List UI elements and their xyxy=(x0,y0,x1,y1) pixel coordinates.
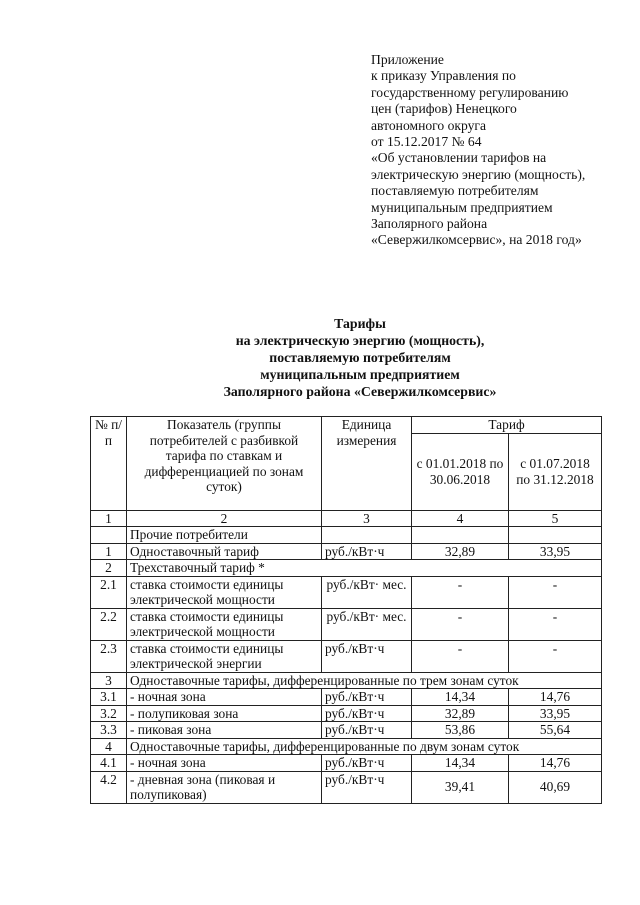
appendix-line: электрическую энергию (мощность), xyxy=(371,166,586,182)
row-name: ставка стоимости единицы электрической мощности xyxy=(127,576,322,608)
table-row xyxy=(91,527,602,544)
table-row xyxy=(91,689,602,706)
row-unit: руб./кВт·ч xyxy=(322,543,412,560)
table-row xyxy=(91,640,602,672)
row-unit: руб./кВт· мес. xyxy=(322,608,412,640)
row-unit: руб./кВт·ч xyxy=(322,722,412,739)
row-name: ставка стоимости единицы электрической мощности xyxy=(127,608,322,640)
row-value-2: 33,95 xyxy=(509,543,602,560)
section-label: Прочие потребители xyxy=(127,527,322,544)
row-value-2: 55,64 xyxy=(509,722,602,739)
appendix-line: от 15.12.2017 № 64 xyxy=(371,134,482,150)
row-value-1: 53,86 xyxy=(412,722,509,739)
table-row xyxy=(91,543,602,560)
appendix-line: «Об установлении тарифов на xyxy=(371,150,547,166)
row-name: Одноставочные тарифы, дифференцированные по двум зонам суток xyxy=(127,738,602,755)
row-name: Одноставочные тарифы, дифференцированные по трем зонам суток xyxy=(127,672,602,689)
row-value-2: 14,76 xyxy=(509,755,602,772)
row-value-1: 39,41 xyxy=(412,771,509,803)
row-value-2: - xyxy=(509,608,602,640)
header-num: № п/п xyxy=(91,417,127,511)
row-name: Трехставочный тариф * xyxy=(127,560,602,577)
table-header-row xyxy=(91,417,602,434)
col-number: 1 xyxy=(91,510,127,527)
table-row xyxy=(91,722,602,739)
row-num: 2.1 xyxy=(91,576,127,608)
row-num: 1 xyxy=(91,543,127,560)
table-row xyxy=(91,608,602,640)
col-number: 5 xyxy=(509,510,602,527)
appendix-line: цен (тарифов) Ненецкого xyxy=(371,101,517,117)
row-num: 4 xyxy=(91,738,127,755)
row-unit: руб./кВт·ч xyxy=(322,771,412,803)
col-number: 3 xyxy=(322,510,412,527)
row-unit: руб./кВт·ч xyxy=(322,689,412,706)
col-number: 4 xyxy=(412,510,509,527)
row-name: - ночная зона xyxy=(127,755,322,772)
title-line: поставляемую потребителям xyxy=(269,350,451,365)
appendix-line: «Севержилкомсервис», на 2018 год» xyxy=(371,232,582,248)
table-row xyxy=(91,771,602,803)
row-value-2: - xyxy=(509,576,602,608)
row-value-1: 14,34 xyxy=(412,689,509,706)
appendix-line: поставляемую потребителям xyxy=(371,183,539,199)
row-value-1: - xyxy=(412,608,509,640)
appendix-block xyxy=(371,52,633,249)
row-unit: руб./кВт· мес. xyxy=(322,576,412,608)
title-heading: Тарифы xyxy=(334,316,386,331)
appendix-line: Заполярного района xyxy=(371,216,488,232)
header-unit: Единица измерения xyxy=(322,417,412,511)
row-unit: руб./кВт·ч xyxy=(322,640,412,672)
row-name: ставка стоимости единицы электрической энергии xyxy=(127,640,322,672)
row-value-2: 33,95 xyxy=(509,705,602,722)
row-name: Одноставочный тариф xyxy=(127,543,322,560)
row-value-1: - xyxy=(412,576,509,608)
table-row xyxy=(91,560,602,577)
title-line: на электрическую энергию (мощность), xyxy=(235,333,485,348)
appendix-line: автономного округа xyxy=(371,117,487,133)
row-value-2: - xyxy=(509,640,602,672)
row-unit: руб./кВт·ч xyxy=(322,755,412,772)
row-value-1: 32,89 xyxy=(412,543,509,560)
row-value-2: 40,69 xyxy=(509,771,602,803)
header-tariff: Тариф xyxy=(412,417,602,434)
appendix-line: муниципальным предприятием xyxy=(371,199,553,215)
row-name: - пиковая зона xyxy=(127,722,322,739)
table-row xyxy=(91,738,602,755)
appendix-line: государственному регулированию xyxy=(371,84,569,100)
row-num: 3 xyxy=(91,672,127,689)
row-num: 2 xyxy=(91,560,127,577)
title-line: муниципальным предприятием xyxy=(260,367,460,382)
row-name: - полупиковая зона xyxy=(127,705,322,722)
row-name: - ночная зона xyxy=(127,689,322,706)
row-num: 2.3 xyxy=(91,640,127,672)
document-title xyxy=(120,315,600,400)
row-value-1: 14,34 xyxy=(412,755,509,772)
table-row xyxy=(91,755,602,772)
table-row xyxy=(91,705,602,722)
row-num: 3.2 xyxy=(91,705,127,722)
table-row xyxy=(91,576,602,608)
row-num: 3.1 xyxy=(91,689,127,706)
header-period-2: с 01.07.2018 по 31.12.2018 xyxy=(509,433,602,510)
row-value-2: 14,76 xyxy=(509,689,602,706)
header-period-1: с 01.01.2018 по 30.06.2018 xyxy=(412,433,509,510)
table-row xyxy=(91,672,602,689)
row-num: 3.3 xyxy=(91,722,127,739)
row-num: 2.2 xyxy=(91,608,127,640)
row-num: 4.1 xyxy=(91,755,127,772)
appendix-line: к приказу Управления по xyxy=(371,68,516,84)
header-indicator: Показатель (группы потребителей с разбивкой тарифа по ставкам и дифференциацией по зонам суток) xyxy=(127,417,322,511)
title-line: Заполярного района «Севержилкомсервис» xyxy=(223,384,497,399)
tariff-table xyxy=(90,416,602,804)
column-numbers-row xyxy=(91,510,602,527)
row-num: 4.2 xyxy=(91,771,127,803)
row-value-1: - xyxy=(412,640,509,672)
row-name: - дневная зона (пиковая и полупиковая) xyxy=(127,771,322,803)
row-unit: руб./кВт·ч xyxy=(322,705,412,722)
col-number: 2 xyxy=(127,510,322,527)
row-value-1: 32,89 xyxy=(412,705,509,722)
appendix-line: Приложение xyxy=(371,52,444,67)
